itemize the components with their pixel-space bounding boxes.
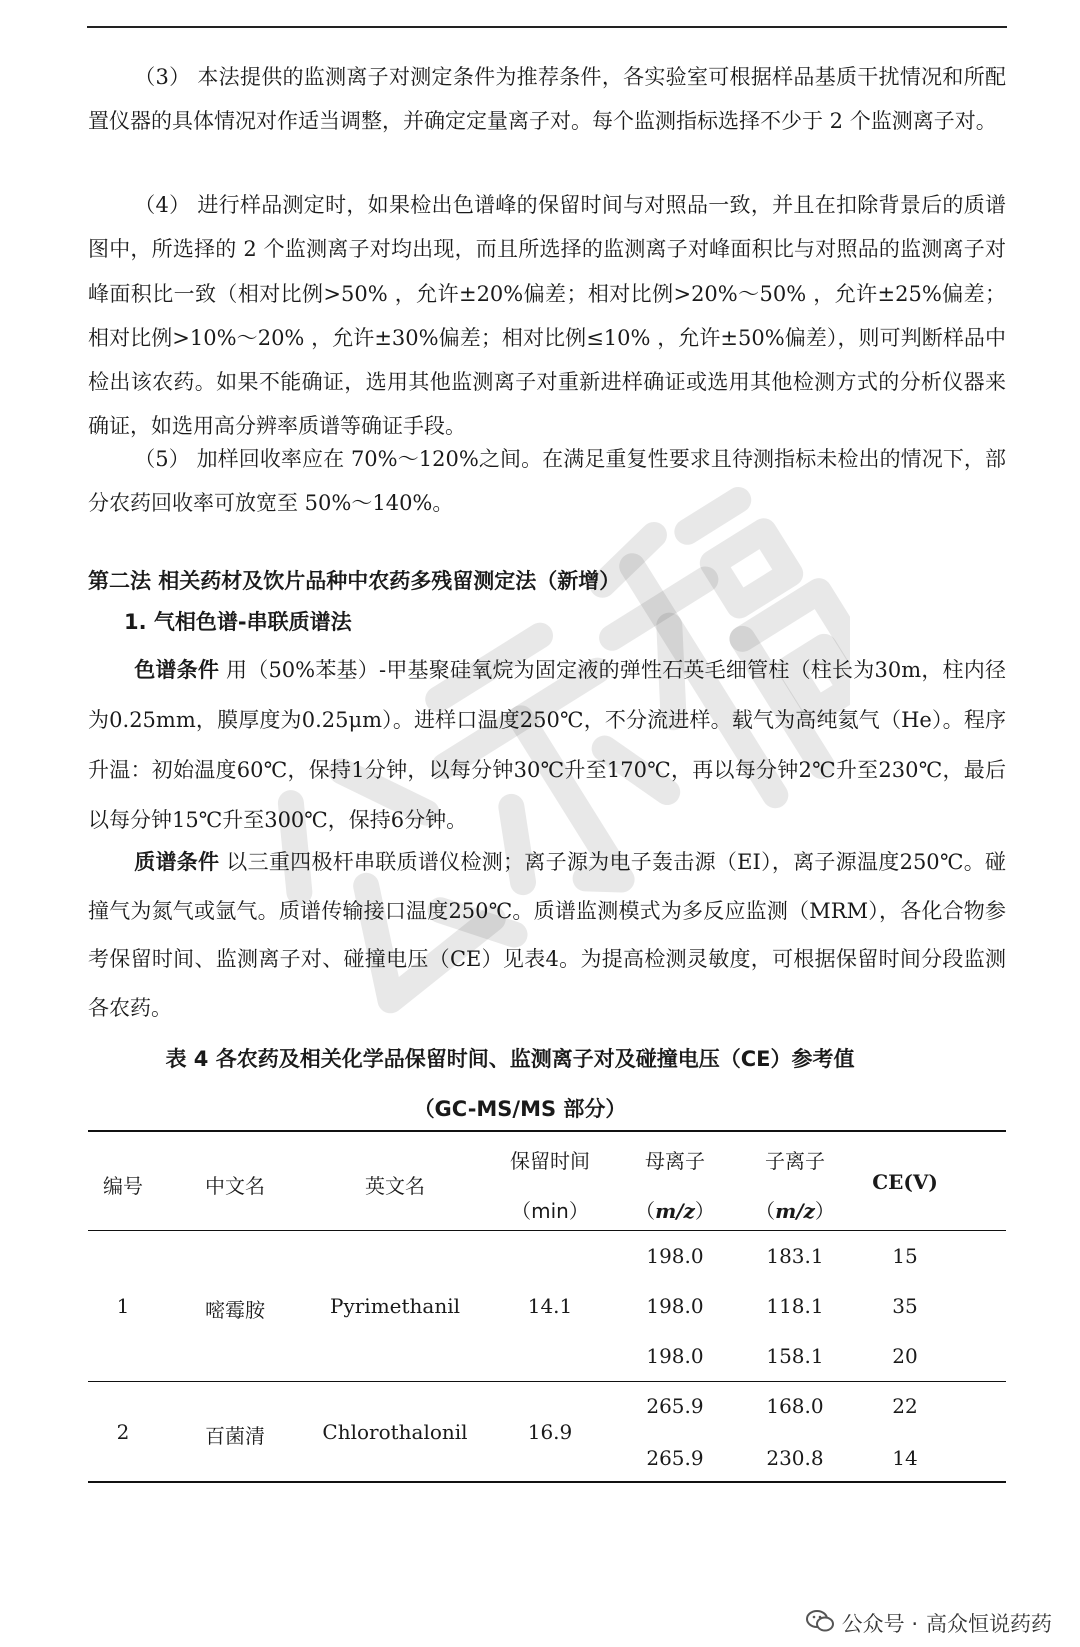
chromatography-label: 色谱条件 <box>134 658 220 682</box>
cell-ce: 20 <box>892 1344 918 1368</box>
cell-rt: 14.1 <box>527 1294 573 1318</box>
parent-unit-open: （ <box>635 1199 656 1223</box>
cell-child-ion: 158.1 <box>766 1344 824 1368</box>
child-unit-close: ） <box>814 1199 835 1223</box>
table-caption-sub: （GC-MS/MS 部分） <box>413 1097 627 1121</box>
child-unit-mz: m/z <box>775 1199 815 1223</box>
paragraph-4: （4） 进行样品测定时，如果检出色谱峰的保留时间与对照品一致，并且在扣除背景后的质谱图中，所选择的 2 个监测离子对均出现，而且所选择的监测离子对峰面积比与对照品的监测离子对峰面积比一致（相对比例>50% ，允许±20%偏差；相对比例>20%～50% ，允许±25%偏差；相对比例>10%～20% ，允许±30%偏差；相对比例≤10% ，允许±50%偏差），则可判断样品中检出该农药。如果不能确证，选用其他监测离子对重新进样确证或选用其他检测方式的分析仪器来确证，如选用高分辨率质谱等确证手段。 <box>88 193 1006 439</box>
header-child-ion: 子离子 <box>765 1149 825 1173</box>
cell-en-name: Chlorothalonil <box>322 1420 468 1444</box>
footer-account <box>806 1608 1052 1638</box>
cell-no: 1 <box>116 1294 130 1318</box>
parent-unit-close: ） <box>694 1199 715 1223</box>
header-child-ion-unit <box>750 1195 840 1224</box>
header-parent-ion: 母离子 <box>645 1149 705 1173</box>
cell-ce: 14 <box>892 1446 918 1470</box>
cell-parent-ion: 265.9 <box>646 1394 704 1418</box>
cell-ce: 35 <box>892 1294 918 1318</box>
cell-cn-name: 百菌清 <box>205 1424 265 1448</box>
cell-child-ion: 230.8 <box>766 1446 824 1470</box>
cell-child-ion: 168.0 <box>766 1394 824 1418</box>
top-rule <box>87 26 1007 28</box>
chromatography-conditions <box>88 645 1006 845</box>
child-unit-open: （ <box>755 1199 776 1223</box>
mass-spec-label: 质谱条件 <box>134 850 220 874</box>
cell-child-ion: 118.1 <box>766 1294 824 1318</box>
paragraph-5: （5） 加样回收率应在 70%～120%之间。在满足重复性要求且待测指标未检出的情况下，部分农药回收率可放宽至 50%～140%。 <box>88 447 1006 516</box>
table-top-rule <box>88 1130 1006 1132</box>
header-rt: 保留时间 <box>510 1149 590 1173</box>
header-ce: CE(V) <box>872 1170 938 1194</box>
header-cn-name: 中文名 <box>205 1174 265 1198</box>
cell-ce: 15 <box>892 1244 918 1268</box>
cell-child-ion: 183.1 <box>766 1244 824 1268</box>
cell-rt: 16.9 <box>527 1420 573 1444</box>
section-title: 第二法 相关药材及饮片品种中农药多残留测定法（新增） <box>88 569 621 593</box>
cell-ce: 22 <box>892 1394 918 1418</box>
cell-cn-name: 嘧霉胺 <box>205 1298 265 1322</box>
wechat-icon <box>806 1609 834 1638</box>
cell-parent-ion: 198.0 <box>646 1344 704 1368</box>
cell-parent-ion: 265.9 <box>646 1446 704 1470</box>
header-parent-ion-unit <box>630 1195 720 1224</box>
header-en-name: 英文名 <box>365 1174 425 1198</box>
header-rt-unit <box>490 1195 610 1224</box>
paragraph-3: （3） 本法提供的监测离子对测定条件为推荐条件，各实验室可根据样品基质干扰情况和所配置仪器的具体情况对作适当调整，并确定定量离子对。每个监测指标选择不少于 2 个监测离子对。 <box>88 65 1006 134</box>
cell-no: 2 <box>116 1420 130 1444</box>
header-rt-unit-text: （min） <box>511 1199 589 1223</box>
table-caption: 表 4 各农药及相关化学品保留时间、监测离子对及碰撞电压（CE）参考值 <box>165 1047 855 1071</box>
footer-name: 高众恒说药药 <box>926 1612 1052 1636</box>
cell-en-name: Pyrimethanil <box>329 1294 461 1318</box>
footer-prefix: 公众号 · <box>841 1612 918 1636</box>
mass-spec-text: 以三重四极杆串联质谱仪检测；离子源为电子轰击源（EI），离子源温度250℃。碰撞气为氮气或氩气。质谱传输接口温度250℃。质谱监测模式为多反应监测（MRM），各化合物参考保留时间、监测离子对、碰撞电压（CE）见表4。为提高检测灵敏度，可根据保留时间分段监测各农药。 <box>88 850 1007 1020</box>
section-subtitle: 1. 气相色谱-串联质谱法 <box>124 610 352 634</box>
chromatography-text: 用（50%苯基）-甲基聚硅氧烷为固定液的弹性石英毛细管柱（柱长为30m，柱内径为0.25mm，膜厚度为0.25μm）。进样口温度250℃，不分流进样。载气为高纯氦气（He）。程序升温：初始温度60℃，保持1分钟，以每分钟30℃升至170℃，再以每分钟2℃升至230℃，最后以每分钟15℃升至300℃，保持6分钟。 <box>88 658 1006 832</box>
cell-parent-ion: 198.0 <box>646 1244 704 1268</box>
table-row-separator <box>88 1381 1006 1382</box>
table-bottom-rule <box>88 1481 1006 1483</box>
cell-parent-ion: 198.0 <box>646 1294 704 1318</box>
parent-unit-mz: m/z <box>655 1199 695 1223</box>
header-no: 编号 <box>103 1174 143 1198</box>
mass-spec-conditions <box>88 838 1006 1032</box>
table-header-rule <box>88 1230 1006 1231</box>
